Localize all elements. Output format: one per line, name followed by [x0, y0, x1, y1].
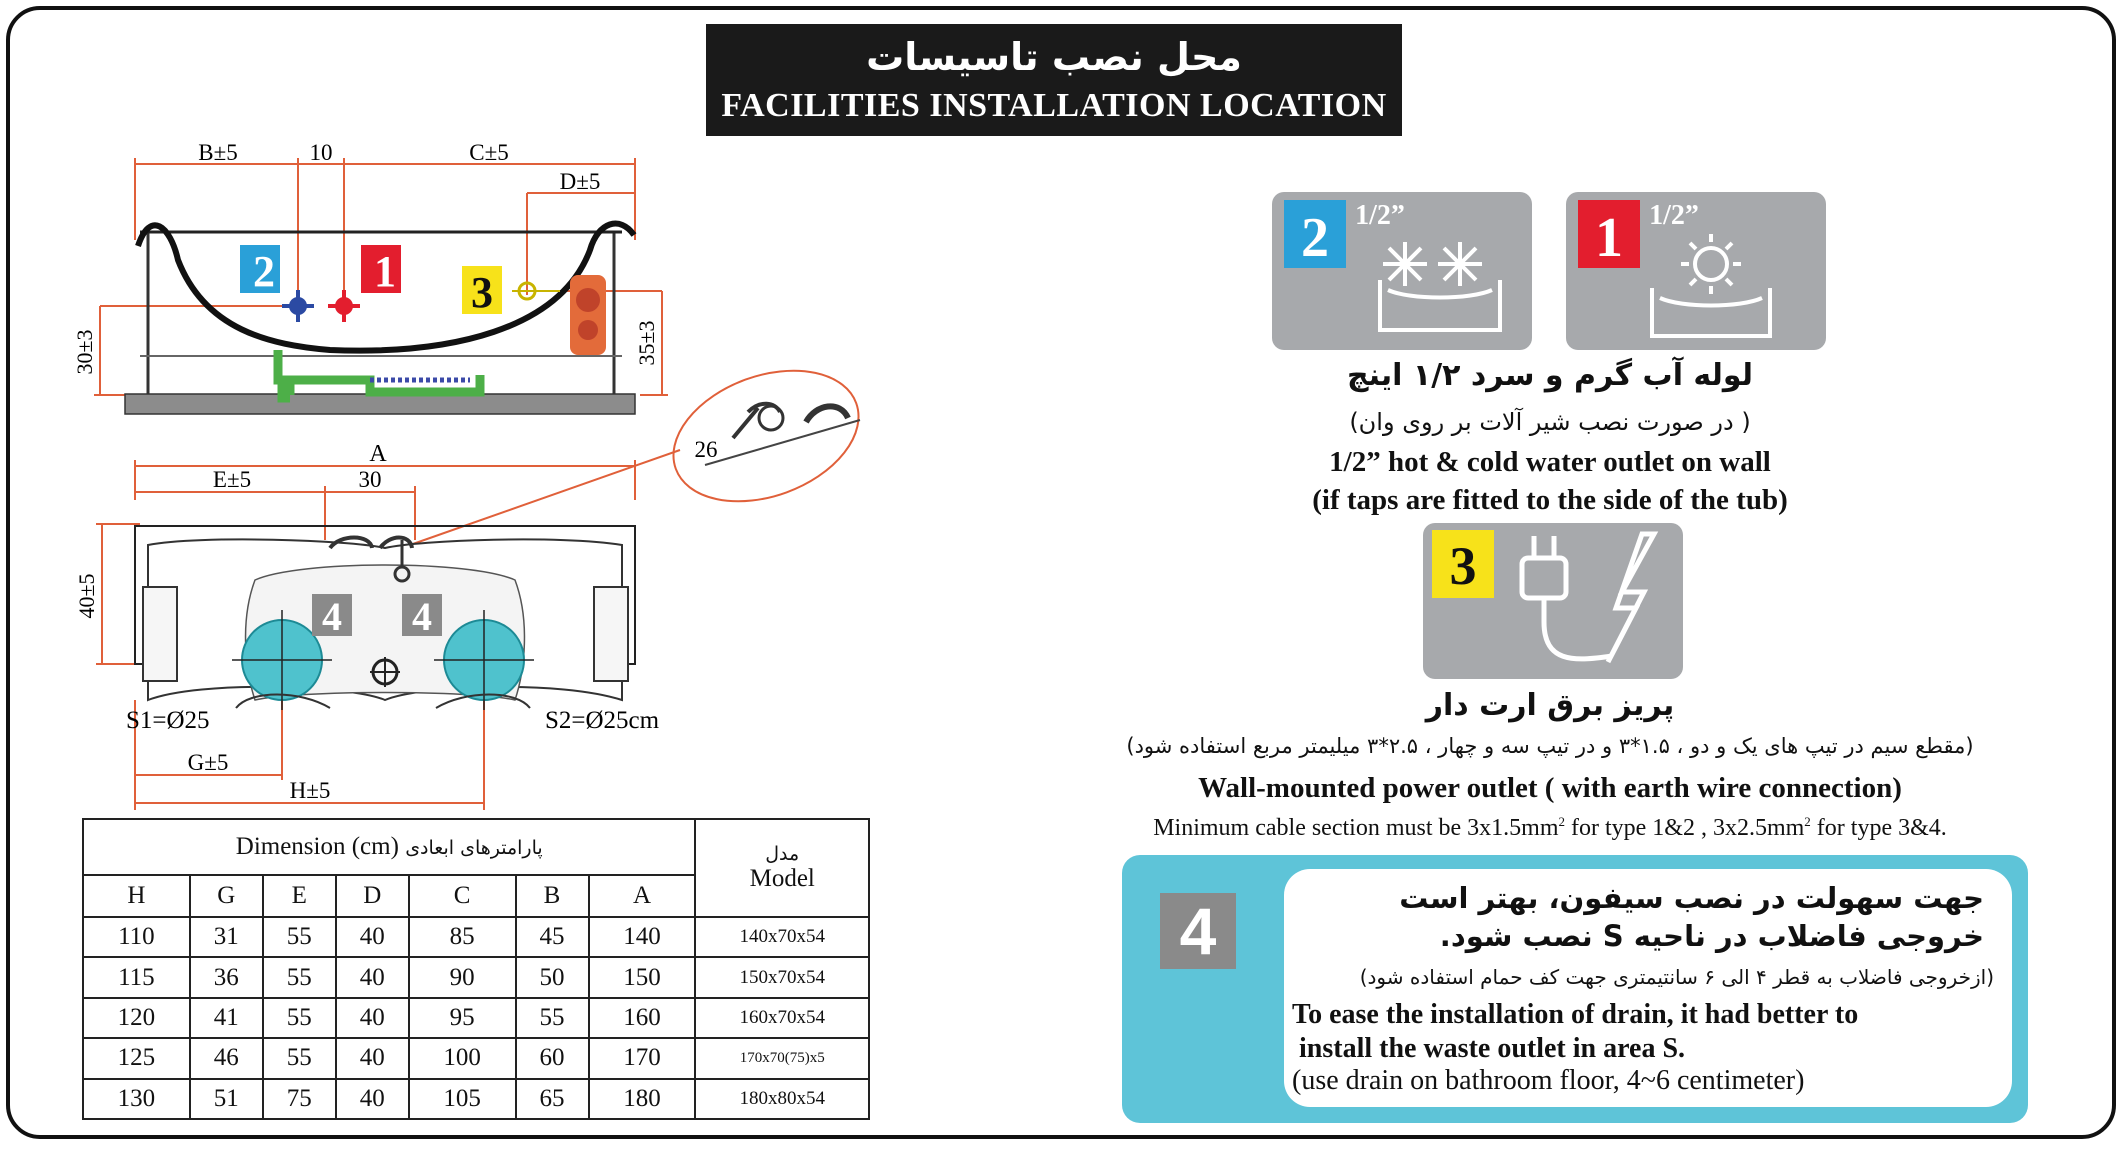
top-view-tub [135, 404, 860, 710]
cell: 85 [409, 917, 516, 957]
dim-30-top-label: 30 [358, 467, 382, 492]
icon-1-size: 1/2” [1649, 200, 1699, 231]
cable-note-sup2: 2 [1804, 814, 1811, 829]
cell: 110 [83, 917, 190, 957]
badge-3: 3 [471, 268, 493, 317]
cell: 40 [336, 957, 409, 997]
dimension-lines [94, 158, 877, 810]
cell: 100 [409, 1038, 516, 1078]
cable-note-part3: for type 3&4. [1810, 815, 1947, 841]
water-sub-persian: ( در صورت نصب شیر آلات بر روی وان) [1349, 408, 1751, 436]
cell: 90 [409, 957, 516, 997]
drain-note-text [1284, 869, 2012, 1107]
cell: 36 [190, 957, 263, 997]
dim-g-label: G±5 [187, 750, 229, 775]
dim-a-label: A [369, 441, 387, 467]
cell: 41 [190, 998, 263, 1038]
badge-2: 2 [253, 247, 275, 296]
dim-b-label: B±5 [198, 140, 238, 165]
drain-note-box [1122, 855, 2028, 1123]
dimension-table [82, 818, 870, 1120]
title-persian: محل نصب تاسیسات [866, 35, 1242, 79]
cell: 51 [190, 1079, 263, 1119]
cell: 130 [83, 1079, 190, 1119]
cell: 45 [516, 917, 589, 957]
cell: 40 [336, 1079, 409, 1119]
dim-30-label: 30±3 [72, 329, 97, 375]
cell: 170 [589, 1038, 696, 1078]
power-sub-persian: (مقطع سیم در تیپ های یک و دو ، ۱.۵*۳ و در تیپ سه و چهار ، ۲.۵*۳ میلیمتر مربع استفاده شود) [1126, 734, 1974, 758]
power-line-english: Wall-mounted power outlet ( with earth wire connection) [1198, 772, 1902, 804]
table-caption [83, 819, 695, 875]
dim-d-label: D±5 [559, 169, 601, 194]
cable-note-sup1: 2 [1558, 814, 1565, 829]
s1-label: S1=Ø25 [126, 707, 210, 734]
cell: 46 [190, 1038, 263, 1078]
cell: 160 [589, 998, 696, 1038]
dim-h-label: H±5 [289, 778, 331, 803]
cell: 75 [263, 1079, 336, 1119]
table-row [83, 1038, 869, 1078]
cell: 180 [589, 1079, 696, 1119]
model-cell: 160x70x54 [695, 998, 869, 1038]
model-cell: 180x80x54 [695, 1079, 869, 1119]
model-cell: 140x70x54 [695, 917, 869, 957]
cell: 40 [336, 1038, 409, 1078]
cell: 55 [263, 917, 336, 957]
water-icons [1270, 190, 1830, 360]
header-b: B [516, 875, 589, 917]
table-row [83, 957, 869, 997]
cell: 105 [409, 1079, 516, 1119]
caption-english: Dimension (cm) [235, 833, 399, 860]
water-sub-english: (if taps are fitted to the side of the tub) [1312, 484, 1788, 516]
caption-persian: پارامترهای ابعادی [405, 837, 543, 859]
badge-4-right: 4 [412, 594, 432, 639]
dim-c-label: C±5 [469, 140, 509, 165]
header-e: E [263, 875, 336, 917]
cable-note-part1: Minimum cable section must be 3x1.5mm [1153, 815, 1559, 841]
badge-4-left: 4 [322, 594, 342, 639]
model-header [695, 819, 869, 917]
table-row [83, 917, 869, 957]
cell: 60 [516, 1038, 589, 1078]
header-h: H [83, 875, 190, 917]
drain-fa-line2: خروجی فاضلاب در ناحیه S نصب شود. [1439, 919, 1984, 953]
cell: 55 [516, 998, 589, 1038]
drain-en-line1: To ease the installation of drain, it had better to [1292, 999, 1859, 1030]
dim-35-label: 35±3 [634, 320, 659, 366]
cell: 50 [516, 957, 589, 997]
table-row [83, 1079, 869, 1119]
header-d: D [336, 875, 409, 917]
dim-10-label: 10 [309, 140, 333, 165]
water-title-persian: لوله آب گرم و سرد ۱/۲ اینچ [1347, 358, 1753, 393]
cell: 55 [263, 957, 336, 997]
cell: 140 [589, 917, 696, 957]
power-outlet-icon [1422, 522, 1684, 680]
cell: 125 [83, 1038, 190, 1078]
model-header-persian: مدل [765, 843, 800, 865]
drain-en-line3: (use drain on bathroom floor, 4~6 centimeter) [1292, 1065, 1805, 1096]
cell: 115 [83, 957, 190, 997]
icon-3-number: 3 [1449, 536, 1477, 596]
water-line-english: 1/2” hot & cold water outlet on wall [1329, 446, 1771, 478]
model-cell: 150x70x54 [695, 957, 869, 997]
drain-fa-line1: جهت سهولت در نصب سیفون، بهتر است [1399, 881, 1984, 915]
icon-4-badge: 4 [1160, 893, 1236, 969]
power-cable-note [1080, 814, 2020, 842]
icon-2-number: 2 [1301, 207, 1329, 269]
cell: 31 [190, 917, 263, 957]
icon-1-number: 1 [1595, 207, 1623, 269]
drain-en-line2: install the waste outlet in area S. [1292, 1033, 1686, 1064]
dim-26-label: 26 [694, 437, 718, 462]
header-g: G [190, 875, 263, 917]
s2-label: S2=Ø25cm [545, 707, 660, 734]
icon-2-size: 1/2” [1355, 200, 1405, 231]
dim-40-label: 40±5 [74, 573, 99, 619]
model-header-english: Model [749, 865, 815, 892]
badge-1: 1 [374, 247, 396, 296]
drain-fa-line3: (ازخروجی فاضلاب به قطر ۴ الی ۶ سانتیمتری جهت کف حمام استفاده شود) [1359, 965, 1994, 989]
cell: 150 [589, 957, 696, 997]
cell: 40 [336, 998, 409, 1038]
cell: 95 [409, 998, 516, 1038]
cell: 65 [516, 1079, 589, 1119]
model-cell: 170x70(75)x5 [695, 1038, 869, 1078]
table-row [83, 998, 869, 1038]
dim-e-label: E±5 [212, 467, 252, 492]
cable-note-part2: for type 1&2 , 3x2.5mm [1564, 815, 1805, 841]
cell: 40 [336, 917, 409, 957]
cell: 55 [263, 1038, 336, 1078]
title-english: FACILITIES INSTALLATION LOCATION [721, 87, 1387, 124]
power-title-persian: پریز برق ارت دار [1425, 688, 1675, 723]
cell: 120 [83, 998, 190, 1038]
installation-diagram [0, 0, 900, 815]
header-a: A [589, 875, 696, 917]
cell: 55 [263, 998, 336, 1038]
header-c: C [409, 875, 516, 917]
